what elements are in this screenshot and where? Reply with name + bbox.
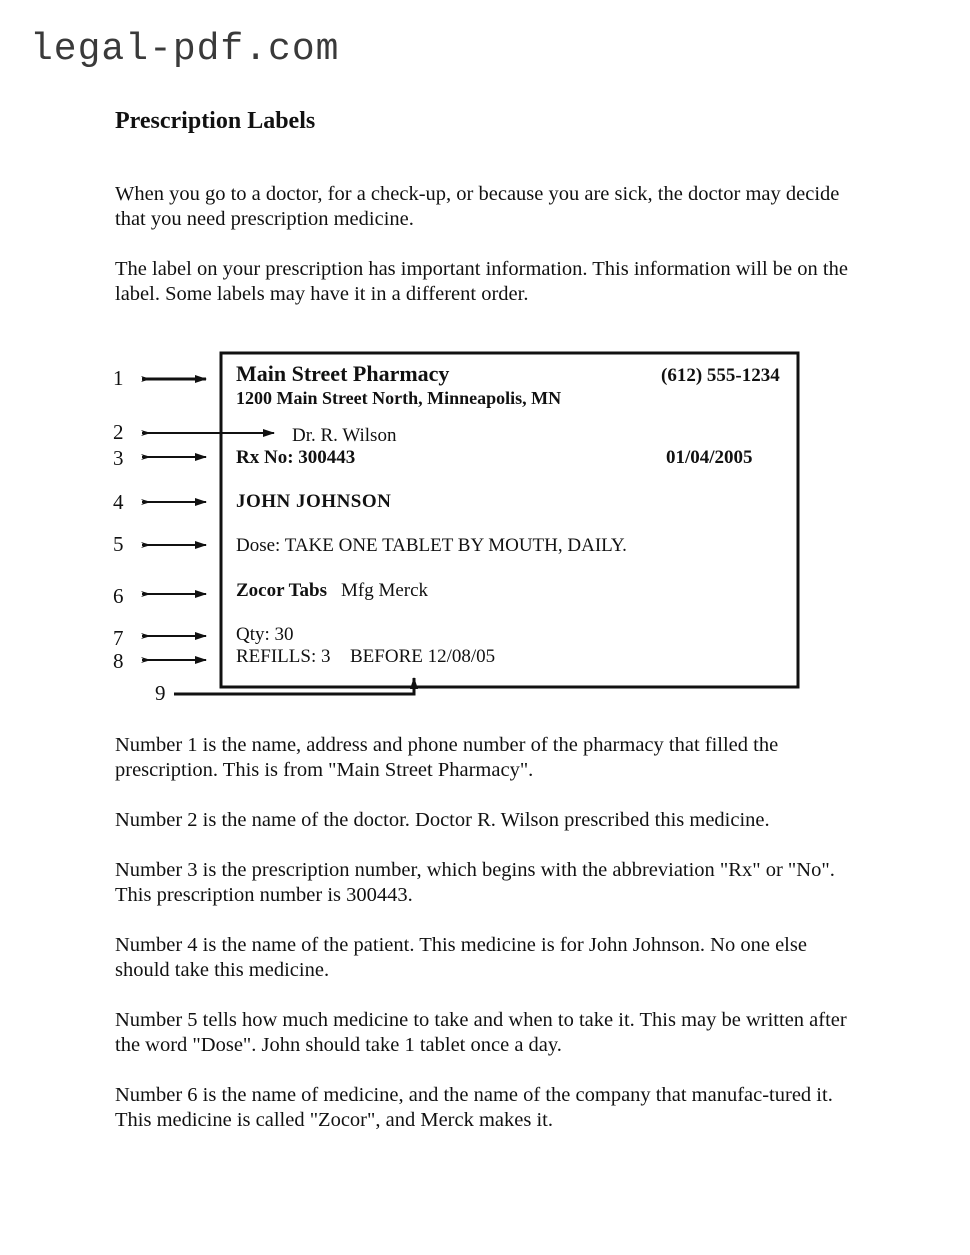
doctor-name: Dr. R. Wilson [292,425,397,446]
manufacturer: Mfg Merck [341,580,429,601]
pharmacy-address: 1200 Main Street North, Minneapolis, MN [236,388,562,408]
callout-number-7: 7 [113,626,124,650]
medicine-name: Zocor Tabs [236,580,327,601]
callout-number-9: 9 [155,681,166,705]
explanation-2: Number 2 is the name of the doctor. Doctor R. Wilson prescribed this medicine. [115,809,770,831]
intro-paragraph-2: The label on your prescription has important information. This information will be on the label. Some labels may have it in a different order. [115,258,848,305]
explanation-4: Number 4 is the name of the patient. This medicine is for John Johnson. No one else should take this medicine. [115,934,807,981]
refills: REFILLS: 3 [236,646,331,667]
fill-date: 01/04/2005 [666,447,753,468]
callout-number-1: 1 [113,366,124,390]
explanation-3: Number 3 is the prescription number, which begins with the abbreviation "Rx" or "No". This prescription number is 300443. [115,859,835,906]
patient-name: JOHN JOHNSON [236,491,392,512]
explanation-5: Number 5 tells how much medicine to take and when to take it. This may be written after the word "Dose". John should take 1 tablet once a day. [115,1009,847,1056]
intro-paragraph-1: When you go to a doctor, for a check-up, or because you are sick, the doctor may decide that you need prescription medicine. [115,183,840,230]
explanation-1: Number 1 is the name, address and phone number of the pharmacy that filled the prescription. This is from "Main Street Pharmacy". [115,734,779,781]
callout-number-5: 5 [113,532,124,556]
page-title: Prescription Labels [115,108,316,134]
watermark-logo: legal-pdf.com [30,28,340,71]
callout-number-3: 3 [113,446,124,470]
pharmacy-phone: (612) 555-1234 [661,365,780,386]
prescription-label-diagram [0,340,970,720]
callout-number-6: 6 [113,584,124,608]
refill-before-date: BEFORE 12/08/05 [350,646,496,667]
pharmacy-name: Main Street Pharmacy [236,361,450,386]
callout-number-8: 8 [113,649,124,673]
quantity: Qty: 30 [236,624,294,645]
dose-instructions: Dose: TAKE ONE TABLET BY MOUTH, DAILY. [236,535,627,556]
callout-number-4: 4 [113,490,124,514]
rx-number: Rx No: 300443 [236,447,356,468]
callout-number-2: 2 [113,420,124,444]
explanation-6: Number 6 is the name of medicine, and the name of the company that manufac-tured it. This medicine is called "Zocor", and Merck makes it. [115,1084,833,1131]
